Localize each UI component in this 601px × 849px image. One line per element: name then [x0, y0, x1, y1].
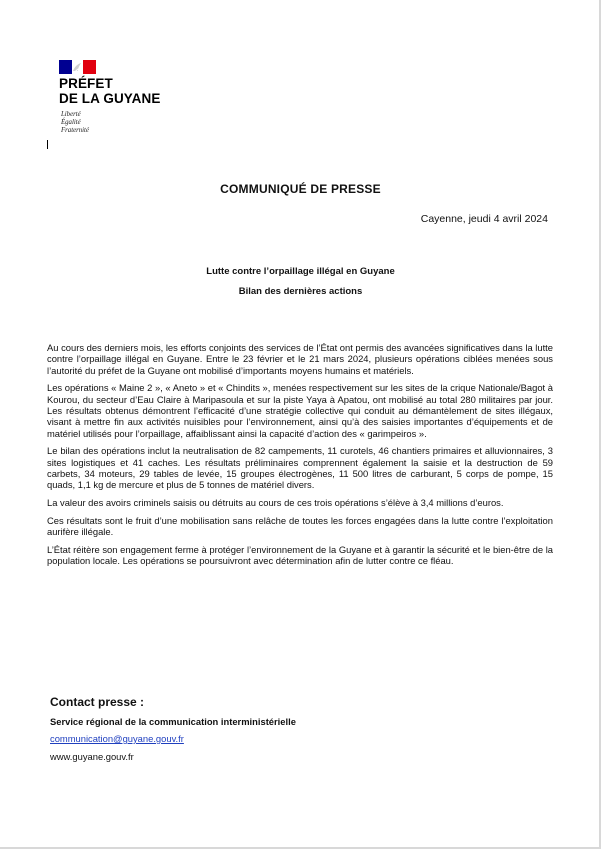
prefet-line-1: PRÉFET	[59, 76, 113, 91]
contact-website: www.guyane.gouv.fr	[50, 751, 134, 762]
text-cursor	[47, 140, 48, 149]
subject-line-1: Lutte contre l’orpaillage illégal en Guyane	[206, 266, 395, 277]
contact-email-link[interactable]: communication@guyane.gouv.fr	[50, 733, 184, 744]
prefet-line-2: DE LA GUYANE	[59, 90, 161, 106]
subject-line-2: Bilan des dernières actions	[238, 286, 363, 297]
republic-motto	[61, 111, 89, 135]
paragraph: Ces résultats sont le fruit d’une mobilisation sans relâche de toutes les forces engagées dans la lutte contre l’exploitation aurifère illégale.	[47, 514, 553, 538]
body-text	[47, 342, 553, 573]
contact-heading: Contact presse :	[50, 695, 145, 709]
motto-egalite: Égalité	[61, 119, 81, 126]
contact-service: Service régional de la communication interministérielle	[50, 716, 296, 727]
paragraph: Au cours des derniers mois, les efforts conjoints des services de l’État ont permis des avancées significatives dans la lutte contre l’orpaillage illégal en Guyane. Entre le 23 février et le 21 mars 2024, plusieurs opérations ciblées menées sous l’autorité du préfet de la Guyane ont mobilisé d’importants moyens humains et matériels.	[47, 342, 553, 376]
motto-liberte: Liberté	[61, 111, 81, 118]
paragraph: Le bilan des opérations inclut la neutralisation de 82 campements, 11 curotels, 46 chantiers primaires et alluvionnaires, 3 sites logistiques et 41 caches. Les résultats préliminaires comprennent également la saisie et la destruction de 59 carbets, 34 moteurs, 29 tables de levée, 15 groupes électrogènes, 11 500 litres de carburant, 5 corps de pompe, 15 quads, 1,1 kg de mercure et plus de 5 tonnes de matériel divers.	[47, 445, 553, 491]
dateline: Cayenne, jeudi 4 avril 2024	[420, 213, 548, 225]
paragraph: Les opérations « Maine 2 », « Aneto » et « Chindits », menées respectivement sur les sites de la crique Nationale/Bagot à Kourou, du secteur d’Eau Claire à Maripasoula et sur la piste Yaya à Apatou, ont mobilisé au total 280 militaires par jour. Les résultats obtenus démontrent l’efficacité d’une stratégie collective qui conduit au démantèlement de sites illégaux, visant à mettre fin aux activités nuisibles pour l’environnement, ainsi qu’à des saisies importantes d’équipements et de matériel utilisés pour l’orpaillage, affaiblissant ainsi la capacité d’action des « garimpeiros ».	[47, 382, 553, 439]
marianne-flag-icon	[59, 60, 96, 74]
prefet-title	[59, 77, 160, 106]
paragraph: La valeur des avoirs criminels saisis ou détruits au cours de ces trois opérations s’élève à 3,4 millions d’euros.	[47, 497, 504, 509]
motto-fraternite: Fraternité	[61, 127, 89, 134]
document-title: COMMUNIQUÉ DE PRESSE	[220, 182, 381, 196]
paragraph: L’État réitère son engagement ferme à protéger l’environnement de la Guyane et à garantir la sécurité et le bien-être de la population locale. Les opérations se poursuivront avec détermination afin de lutter contre ce fléau.	[47, 543, 553, 567]
